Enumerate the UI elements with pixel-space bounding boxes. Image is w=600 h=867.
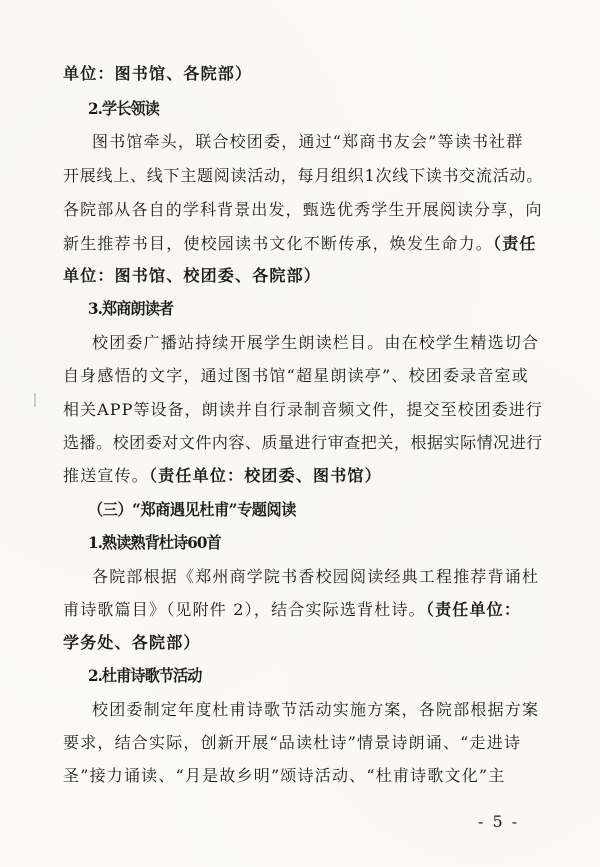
line-10-text: 自身感悟的文字，通过图书馆“超星朗读亭”、校团委录音室或: [63, 366, 529, 385]
subheading-1-shudu-shubei: [88, 532, 543, 554]
line-5: [63, 199, 543, 221]
line-20-text: 校团委制定年度杜甫诗歌节活动实施方案，各院部根据方案: [92, 700, 540, 719]
line-12-text: 选播。校团委对文件内容、质量进行审查把关，根据实际情况进行: [63, 433, 543, 452]
subheading-3-zhengshang-langduzhe: [88, 298, 543, 320]
line-7-bold: 单位：图书馆、校团委、各院部）: [63, 266, 322, 285]
line-4: [63, 165, 543, 187]
line-16-text: 各院部根据《郑州商学院书香校园阅读经典工程推荐背诵杜: [92, 567, 540, 586]
line-11-text: 相关APP等设备，朗读并自行录制音频文件，提交至校团委进行: [63, 400, 543, 419]
line-13-bold: （责任单位：校团委、图书馆）: [149, 466, 382, 485]
line-10: [63, 365, 543, 387]
line-1-bold: 单位：图书馆、各院部）: [63, 64, 253, 83]
line-21: [63, 732, 543, 754]
line-22: [63, 765, 543, 787]
subheading-text: 2.杜甫诗歌节活动: [88, 666, 202, 685]
line-20: [92, 699, 543, 721]
page-number: - 5 -: [478, 812, 520, 831]
line-18-bold: 学务处、各院部）: [63, 633, 201, 652]
line-17: [63, 599, 543, 621]
line-6: [63, 233, 543, 255]
line-13-text: 推送宣传。: [63, 466, 150, 485]
line-13: [63, 465, 543, 487]
line-9: [92, 332, 543, 354]
section-heading-text: （三）“郑商遇见杜甫”专题阅读: [88, 500, 296, 519]
line-21-text: 要求，结合实际，创新开展“品读杜诗”情景诗朗诵、“走进诗: [63, 733, 522, 752]
subheading-2-dufu-shigejie: [88, 665, 543, 687]
line-16: [92, 566, 543, 588]
line-6-bold: （责任: [493, 234, 537, 253]
line-9-text: 校团委广播站持续开展学生朗读栏目。由在校学生精选切合: [92, 333, 540, 352]
line-18: [63, 632, 543, 654]
line-17-bold: （责任单位：: [425, 600, 522, 619]
line-1: [63, 63, 543, 85]
subheading-2-xuezhang-lingdu: [88, 98, 543, 120]
subheading-text: 1.熟读熟背杜诗60首: [88, 533, 221, 552]
line-6-text: 新生推荐书目，使校园读书文化不断传承，焕发生命力。: [63, 234, 494, 253]
section-heading-3: [88, 499, 543, 521]
line-5-text: 各院部从各自的学科背景出发，甄选优秀学生开展阅读分享，向: [63, 200, 543, 219]
line-3: [92, 131, 543, 153]
line-7: [63, 265, 543, 287]
line-3-text: 图书馆牵头，联合校团委，通过“郑商书友会”等读书社群: [92, 132, 524, 151]
subheading-text: 2.学长领读: [88, 99, 159, 118]
line-11: [63, 399, 543, 421]
line-12: [63, 432, 543, 454]
line-22-text: 圣”接力诵读、“月是故乡明”颂诗活动、“杜甫诗歌文化”主: [63, 766, 506, 785]
subheading-text: 3.郑商朗读者: [88, 299, 174, 318]
line-4-text: 开展线上、线下主题阅读活动，每月组织1次线下读书交流活动。: [63, 166, 543, 185]
line-17-text: 甫诗歌篇目》（见附件 2），结合实际选背杜诗。: [63, 600, 426, 619]
scan-mark: [34, 393, 36, 407]
